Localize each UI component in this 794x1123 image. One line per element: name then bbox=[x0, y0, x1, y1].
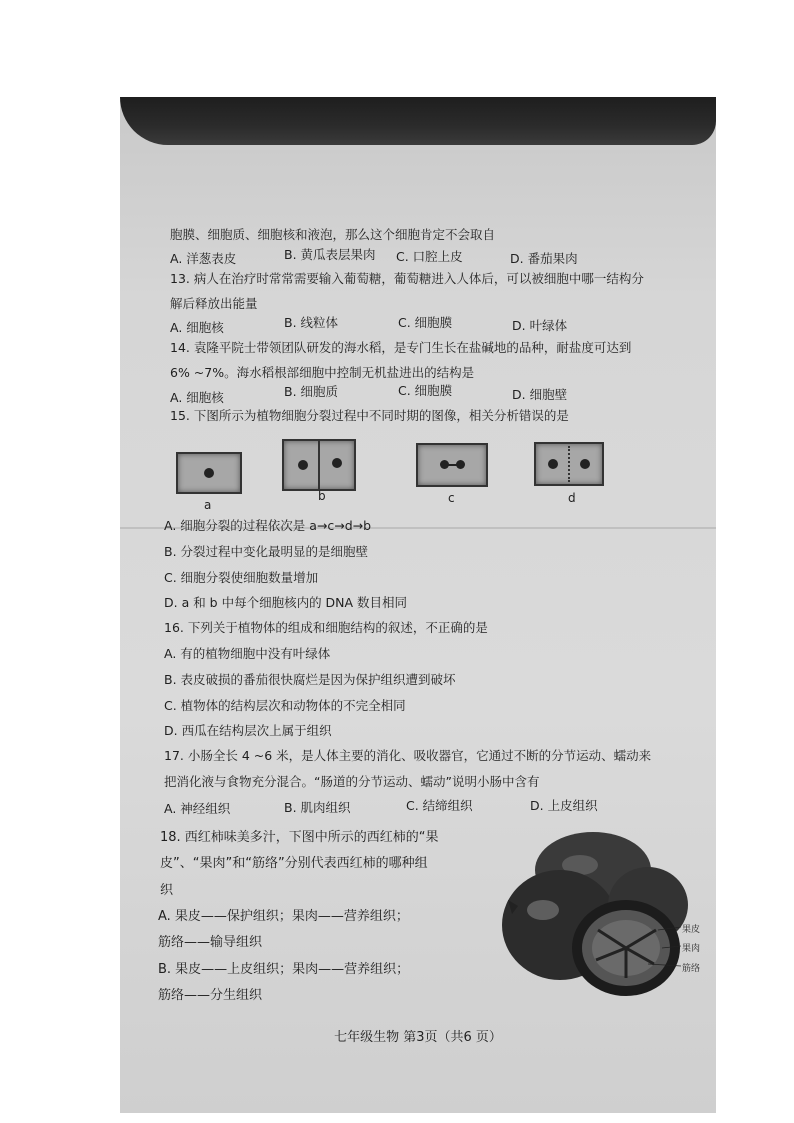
q18-option-a: A. 果皮——保护组织；果肉——营养组织； bbox=[158, 909, 409, 924]
cell-a-diagram bbox=[176, 452, 242, 494]
q14-option-b: B. 细胞质 bbox=[284, 384, 339, 399]
cell-label-a: a bbox=[204, 498, 212, 512]
cell-d-diagram bbox=[534, 442, 604, 486]
q13-stem-cont: 解后释放出能量 bbox=[170, 296, 258, 311]
q16-stem: 16. 下列关于植物体的组成和细胞结构的叙述，不正确的是 bbox=[164, 620, 488, 635]
q14-stem-cont: 6% ~7%。海水稻根部细胞中控制无机盐进出的结构是 bbox=[170, 365, 475, 380]
label-flesh: 果肉 bbox=[682, 944, 701, 954]
q13-option-c: C. 细胞膜 bbox=[398, 315, 453, 330]
cell-b-diagram bbox=[282, 439, 356, 491]
cell-label-b: b bbox=[318, 489, 326, 503]
q15-option-a: A. 细胞分裂的过程依次是 a→c→d→b bbox=[164, 518, 372, 533]
q13-option-d: D. 叶绿体 bbox=[512, 318, 568, 333]
q13-option-b: B. 线粒体 bbox=[284, 315, 339, 330]
q12-option-b: B. 黄瓜表层果肉 bbox=[284, 247, 376, 262]
q12-option-d: D. 番茄果肉 bbox=[510, 251, 578, 266]
q15-option-c: C. 细胞分裂使细胞数量增加 bbox=[164, 570, 319, 585]
q18-stem-cont: 皮”、“果肉”和“筋络”分别代表西红柿的哪种组 bbox=[160, 856, 428, 871]
label-vein: 筋络 bbox=[682, 964, 701, 974]
q14-option-d: D. 细胞壁 bbox=[512, 387, 568, 402]
q15-stem: 15. 下图所示为植物细胞分裂过程中不同时期的图像，相关分析错误的是 bbox=[170, 408, 569, 423]
q12-option-a: A. 洋葱表皮 bbox=[170, 251, 237, 266]
q12-option-c: C. 口腔上皮 bbox=[396, 249, 463, 264]
q17-stem-cont: 把消化液与食物充分混合。“肠道的分节运动、蠕动”说明小肠中含有 bbox=[164, 774, 540, 789]
q17-option-a: A. 神经组织 bbox=[164, 801, 231, 816]
text-line: 胞膜、细胞质、细胞核和液泡，那么这个细胞肯定不会取自 bbox=[170, 227, 496, 242]
q18-stem-end: 织 bbox=[160, 883, 174, 898]
q17-option-d: D. 上皮组织 bbox=[530, 798, 598, 813]
q18-stem: 18. 西红柿味美多汁，下图中所示的西红柿的“果 bbox=[160, 830, 439, 845]
photo-of-exam-page bbox=[120, 97, 716, 1113]
cell-label-c: c bbox=[448, 491, 455, 505]
q14-option-a: A. 细胞核 bbox=[170, 390, 224, 405]
cell-c-diagram bbox=[416, 443, 488, 487]
q17-stem: 17. 小肠全长 4 ~6 米，是人体主要的消化、吸收器官，它通过不断的分节运动、蠕动来 bbox=[164, 748, 652, 763]
q17-option-c: C. 结缔组织 bbox=[406, 798, 473, 813]
q16-option-a: A. 有的植物细胞中没有叶绿体 bbox=[164, 646, 331, 661]
tomato-illustration bbox=[498, 830, 716, 1000]
page-footer: 七年级生物 第3页（共6 页） bbox=[334, 1030, 502, 1045]
q15-option-b: B. 分裂过程中变化最明显的是细胞壁 bbox=[164, 544, 369, 559]
q18-option-b-cont: 筋络——分生组织 bbox=[158, 988, 263, 1003]
q18-option-b: B. 果皮——上皮组织；果肉——营养组织； bbox=[158, 962, 410, 977]
cell-label-d: d bbox=[568, 491, 576, 505]
q14-stem: 14. 袁隆平院士带领团队研发的海水稻，是专门生长在盐碱地的品种，耐盐度可达到 bbox=[170, 340, 632, 355]
keyboard-edge bbox=[120, 97, 716, 145]
label-peel: 果皮 bbox=[682, 925, 701, 935]
q16-option-c: C. 植物体的结构层次和动物体的不完全相同 bbox=[164, 698, 406, 713]
q16-option-d: D. 西瓜在结构层次上属于组织 bbox=[164, 723, 332, 738]
q15-option-d: D. a 和 b 中每个细胞核内的 DNA 数目相同 bbox=[164, 595, 408, 610]
q14-option-c: C. 细胞膜 bbox=[398, 383, 453, 398]
q18-option-a-cont: 筋络——输导组织 bbox=[158, 935, 263, 950]
q16-option-b: B. 表皮破损的番茄很快腐烂是因为保护组织遭到破坏 bbox=[164, 672, 456, 687]
q13-option-a: A. 细胞核 bbox=[170, 320, 224, 335]
q17-option-b: B. 肌肉组织 bbox=[284, 800, 351, 815]
q13-stem: 13. 病人在治疗时常常需要输入葡萄糖，葡萄糖进入人体后，可以被细胞中哪一结构分 bbox=[170, 271, 644, 286]
